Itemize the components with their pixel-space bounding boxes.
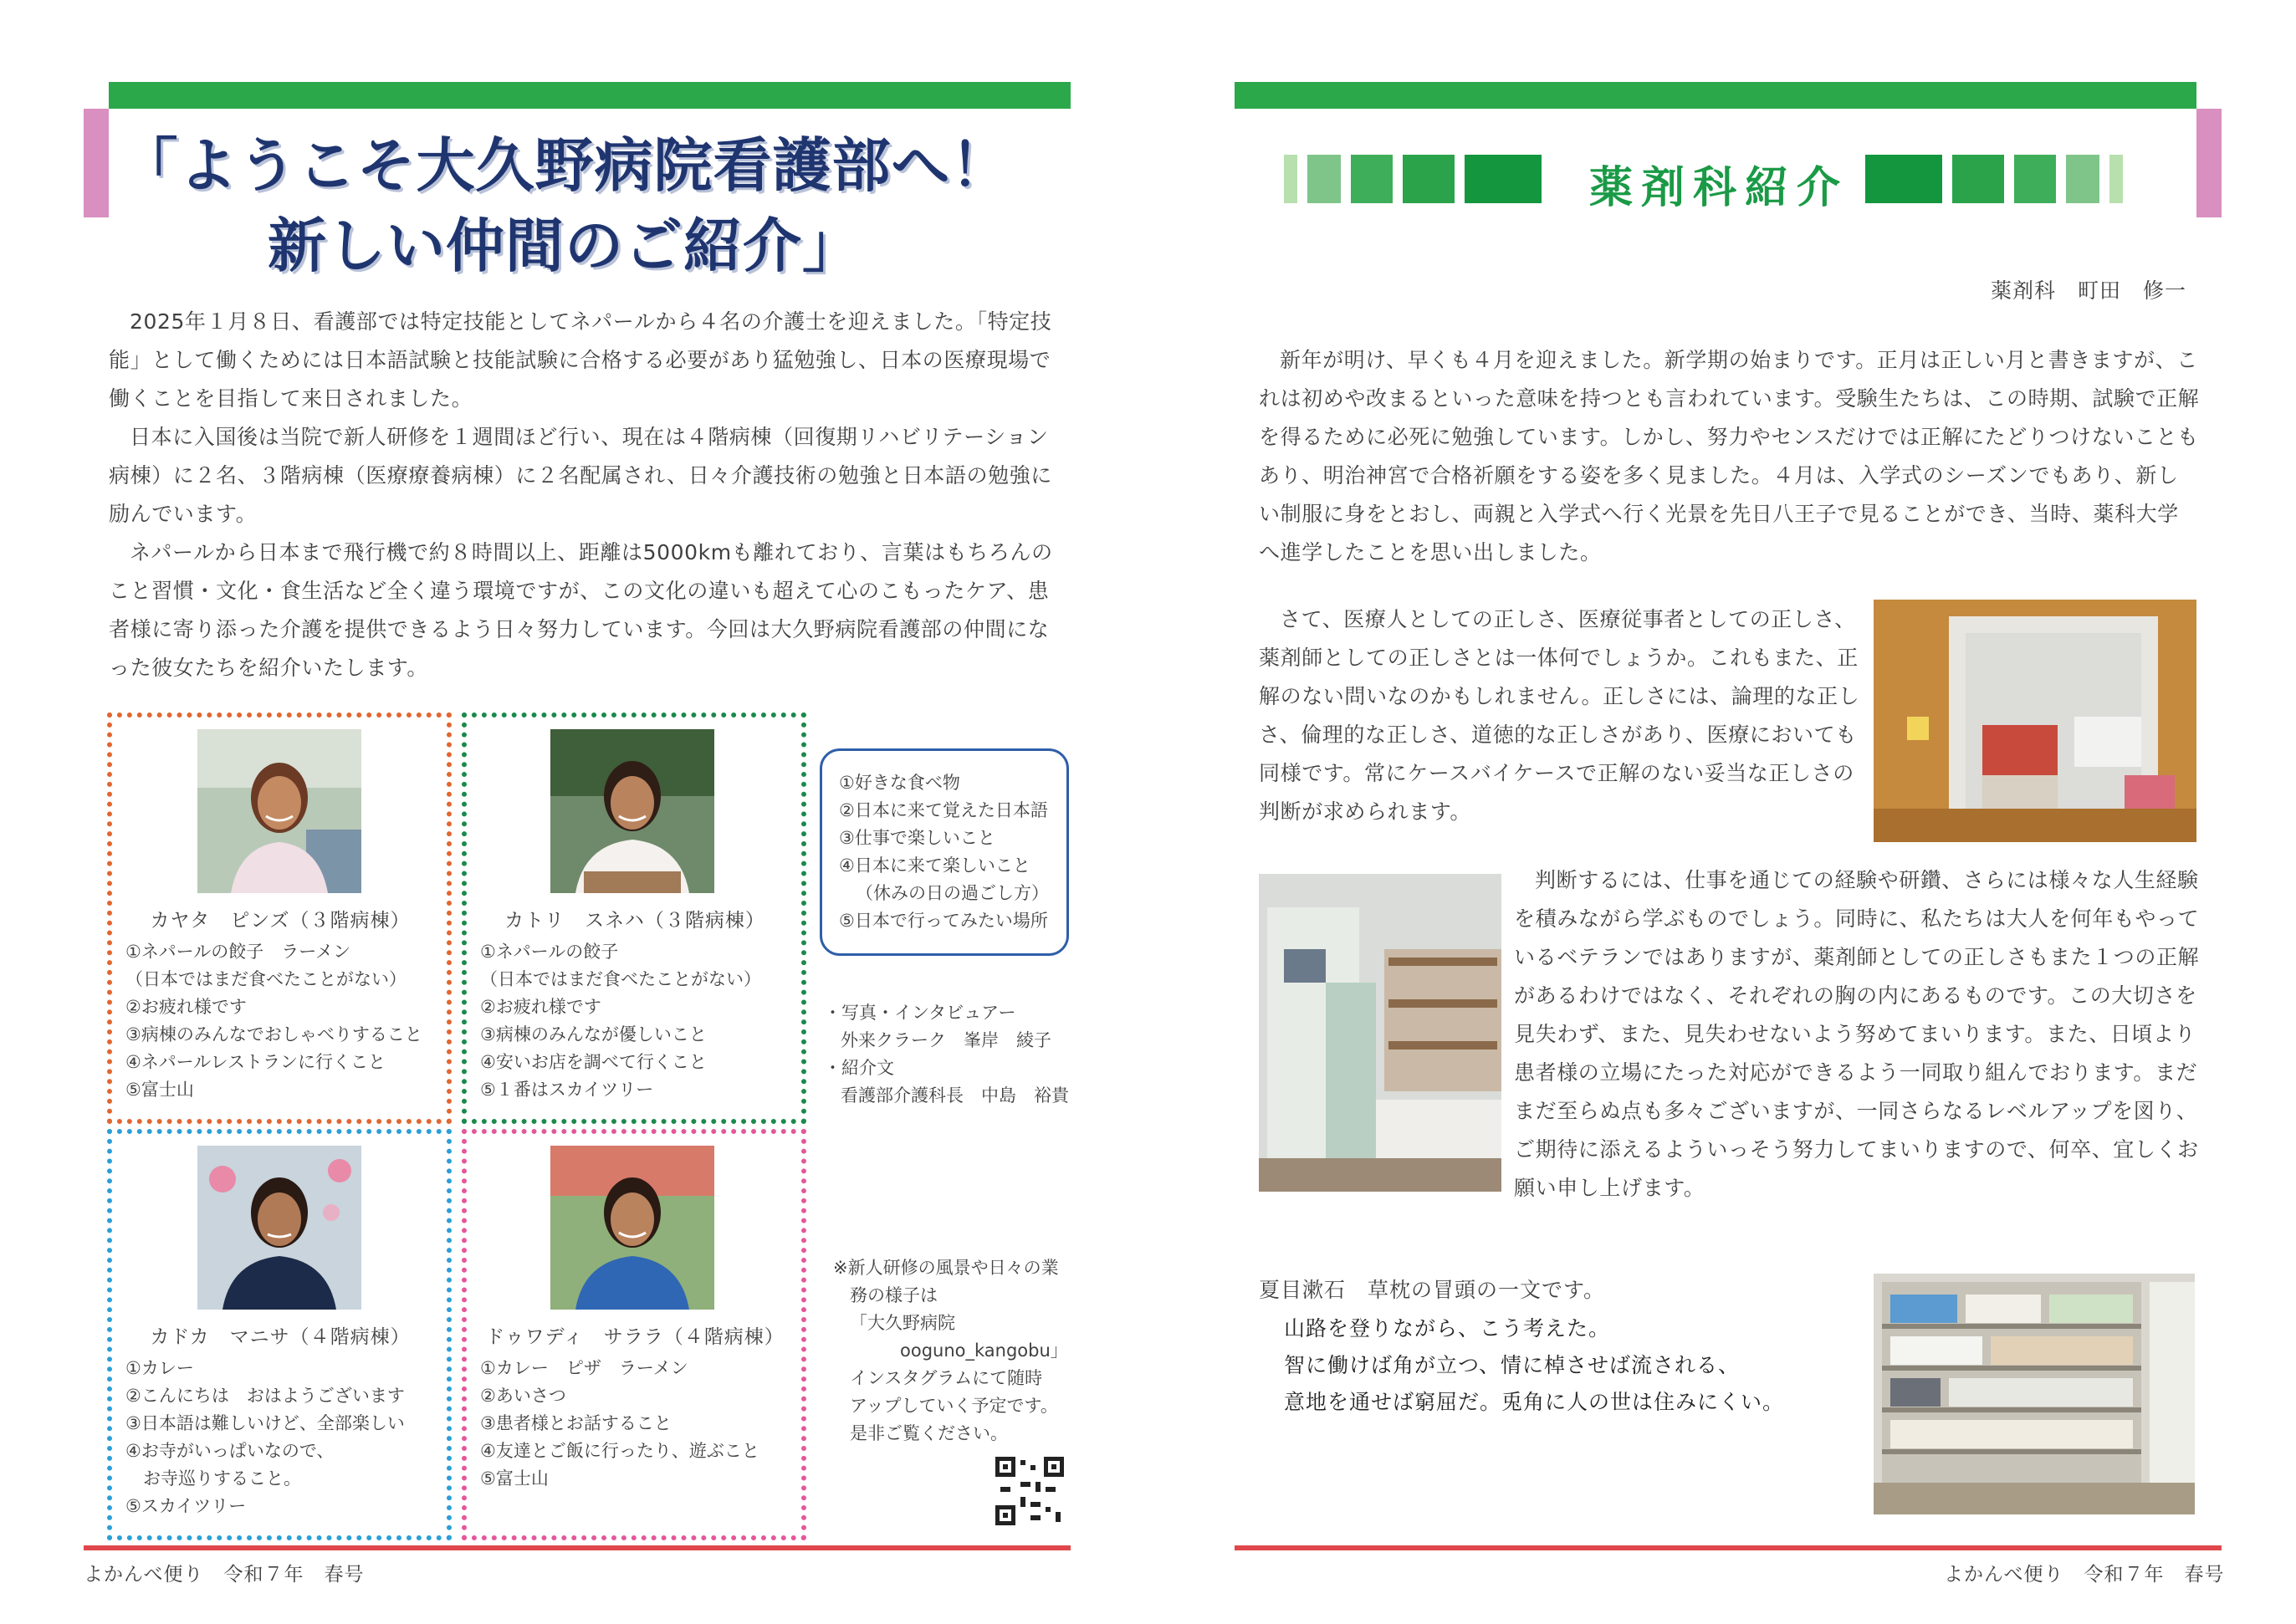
pharmacy-photo-machine	[1259, 874, 1501, 1192]
question-item: ②日本に来て覚えた日本語	[839, 800, 1048, 820]
paragraph-text: さて、医療人としての正しさ、医療従事者としての正しさ、薬剤師としての正しさとは一体何でしょうか。これもまた、正解のない問いなのかもしれません。正しさには、論理的な正しさ、倫理的な正しさ、道徳的な正しさがあり、医療においても同様です。常にケースバイケースで正解のない妥当な正しさの判断が求められます。	[1259, 607, 1860, 824]
article-paragraph-1	[1259, 341, 2200, 572]
answer-item: ⑤富士山	[125, 1080, 194, 1100]
intro-paragraph: 2025年１月８日、看護部では特定技能としてネパールから４名の介護士を迎えました。「特定技能」として働くためには日本語試験と技能試験に合格する必要があり猛勉強し、日本の医療現場で働くことを目指して来日されました。	[109, 309, 1052, 411]
footer-right: よかんべ便り 令和７年 春号	[1944, 1564, 2225, 1586]
note-line: 「大久野病院	[850, 1313, 955, 1333]
answer-item: お寺巡りすること。	[125, 1468, 301, 1489]
note-line: ooguno_kangobu」	[900, 1341, 1068, 1361]
note-line: 務の様子は	[850, 1285, 938, 1305]
decor-square	[1351, 155, 1393, 203]
title-line-1: 「ようこそ大久野病院看護部へ！	[119, 131, 1010, 200]
answer-item: ②こんにちは おはようございます	[125, 1386, 405, 1406]
answer-item: ⑤１番はスカイツリー	[480, 1080, 654, 1100]
pharmacy-photo-doorway	[1874, 600, 2196, 842]
person-name: カヤタ ピンズ（３階病棟）	[150, 910, 411, 932]
answer-item: （日本ではまだ食べたことがない）	[125, 969, 407, 989]
title-line-2: 新しい仲間のご紹介」	[268, 212, 862, 280]
question-item: ①好きな食べ物	[839, 773, 960, 793]
person-name: カトリ スネハ（３階病棟）	[504, 910, 765, 932]
intro-paragraph: 日本に入国後は当院で新人研修を１週間ほど行い、現在は４階病棟（回復期リハビリテーション病棟）に２名、３階病棟（医療療養病棟）に２名配属され、日々介護技術の勉強と日本語の勉強に励んでいます。	[109, 425, 1052, 526]
bottom-red-bar-left	[84, 1545, 1071, 1550]
answer-item: ④ネパールレストランに行くこと	[125, 1052, 386, 1072]
credit-line: 外来クラーク 峯岸 綾子	[841, 1030, 1051, 1050]
note-line: アップしていく予定です。	[850, 1396, 1058, 1416]
question-item: （休みの日の過ごし方）	[856, 883, 1049, 903]
answer-item: ④お寺がいっぱいなので、	[125, 1441, 335, 1461]
question-item: ④日本に来て楽しいこと	[839, 855, 1030, 876]
pharmacy-photo-shelves	[1874, 1274, 2195, 1514]
person-name: ドゥワディ サララ（４階病棟）	[485, 1326, 785, 1348]
person-name: カドカ マニサ（４階病棟）	[150, 1326, 411, 1348]
answers-list	[125, 1355, 405, 1520]
credit-line: ・写真・インタビュアー	[824, 1003, 1016, 1023]
answer-item: ③病棟のみんなでおしゃべりすること	[125, 1024, 422, 1044]
answer-item: ③患者様とお話すること	[480, 1413, 672, 1433]
paragraph-text: 判断するには、仕事を通じての経験や研鑽、さらには様々な人生経験を積みながら学ぶものでしょう。同時に、私たちは大人を何年もやっているベテランではありますが、薬剤師としての正しさもまた１つの正解があるわけではなく、それぞれの胸の内にあるものです。この大切さを見失わず、また、見失わせないよう努めてまいります。また、日頃より患者様の立場にたった対応ができるよう一同取り組んでおります。まだまだ至らぬ点も多々ございますが、一同さらなるレベルアップを図り、ご期待に添えるよういっそう努力してまいりますので、何卒、宜しくお願い申し上げます。	[1514, 868, 2200, 1200]
answers-list	[480, 1355, 759, 1493]
quote-intro: 夏目漱石 草枕の冒頭の一文です。	[1259, 1278, 1606, 1302]
qr-code[interactable]	[995, 1457, 1064, 1525]
pink-accent-left	[84, 109, 109, 217]
decor-square	[2014, 155, 2056, 203]
note-line: ※新人研修の風景や日々の業	[833, 1258, 1059, 1278]
decor-square	[2109, 155, 2123, 203]
answers-list	[125, 938, 422, 1104]
answer-item: ①ネパールの餃子	[480, 942, 619, 962]
decor-square	[1952, 155, 2004, 203]
paragraph-text: 新年が明け、早くも４月を迎えました。新学期の始まりです。正月は正しい月と書きますが、これは初めや改まるといった意味を持つとも言われています。受験生たちは、この時期、試験で正解を得るために必死に勉強しています。しかし、努力やセンスだけでは正解にたどりつけないこともあり、明治神宮で合格祈願をする姿を多く見ました。４月は、入学式のシーズンでもあり、新しい制服に身をとおし、両親と入学式へ行く光景を先日八王子で見ることができ、当時、薬科大学へ進学したことを思い出しました。	[1259, 348, 2200, 564]
credit-line: 看護部介護科長 中島 裕貴	[841, 1085, 1069, 1106]
intro-text	[109, 303, 1054, 687]
credit-line: ・紹介文	[824, 1058, 894, 1078]
decor-square	[1307, 155, 1341, 203]
portrait-photo	[550, 1146, 714, 1310]
answer-item: ①ネパールの餃子 ラーメン	[125, 942, 351, 962]
note-line: 是非ご覧ください。	[850, 1423, 1008, 1443]
question-item: ⑤日本で行ってみたい場所	[839, 911, 1048, 931]
portrait-photo	[197, 729, 361, 893]
page-title-left	[109, 125, 1020, 286]
page-title-right: 薬剤科紹介	[1589, 163, 1849, 213]
answer-item: ②お疲れ様です	[480, 997, 601, 1017]
decor-square	[2066, 155, 2099, 203]
portrait-photo	[550, 729, 714, 893]
answer-item: ④安いお店を調べて行くこと	[480, 1052, 707, 1072]
quote-line: 意地を通せば窮屈だ。兎角に人の世は住みにくい。	[1284, 1390, 1785, 1414]
question-legend-box	[820, 748, 1069, 956]
answer-item: ③日本語は難しいけど、全部楽しい	[125, 1413, 405, 1433]
answer-item: （日本ではまだ食べたことがない）	[480, 969, 761, 989]
intro-paragraph: ネパールから日本まで飛行機で約８時間以上、距離は5000kmも離れており、言葉はもちろんのこと習慣・文化・食生活など全く違う環境ですが、この文化の違いも超えて心のこもったケア、患者様に寄り添った介護を提供できるよう日々努力しています。今回は大久野病院看護部の仲間になった彼女たちを紹介いたします。	[109, 540, 1053, 680]
answer-item: ⑤富士山	[480, 1468, 549, 1489]
credits	[824, 999, 1075, 1110]
pink-accent-right	[2196, 109, 2222, 217]
answer-item: ④友達とご飯に行ったり、遊ぶこと	[480, 1441, 759, 1461]
instagram-note	[833, 1254, 1076, 1448]
answer-item: ①カレー	[125, 1358, 194, 1378]
quote-line: 山路を登りながら、こう考えた。	[1284, 1316, 1611, 1341]
decor-square	[1465, 155, 1542, 203]
answer-item: ②あいさつ	[480, 1386, 566, 1406]
portrait-photo	[197, 1146, 361, 1310]
article-paragraph-3	[1514, 861, 2200, 1208]
top-green-bar-right	[1235, 82, 2196, 109]
quote-block	[1284, 1310, 1784, 1421]
question-item: ③仕事で楽しいこと	[839, 828, 995, 848]
answer-item: ①カレー ピザ ラーメン	[480, 1358, 688, 1378]
bottom-red-bar-right	[1235, 1545, 2222, 1550]
decor-square	[1403, 155, 1455, 203]
quote-line: 智に働けば角が立つ、情に棹させば流される、	[1284, 1353, 1741, 1377]
answer-item: ②お疲れ様です	[125, 997, 247, 1017]
answers-list	[480, 938, 761, 1104]
footer-left: よかんべ便り 令和７年 春号	[84, 1564, 365, 1586]
note-line: インスタグラムにて随時	[850, 1368, 1043, 1388]
top-green-bar-left	[109, 82, 1071, 109]
answer-item: ⑤スカイツリー	[125, 1496, 247, 1516]
author-line: 薬剤科 町田 修一	[1991, 278, 2187, 303]
decor-square	[1865, 155, 1942, 203]
article-paragraph-2	[1259, 600, 1861, 831]
decor-square	[1284, 155, 1297, 203]
answer-item: ③病棟のみんなが優しいこと	[480, 1024, 707, 1044]
